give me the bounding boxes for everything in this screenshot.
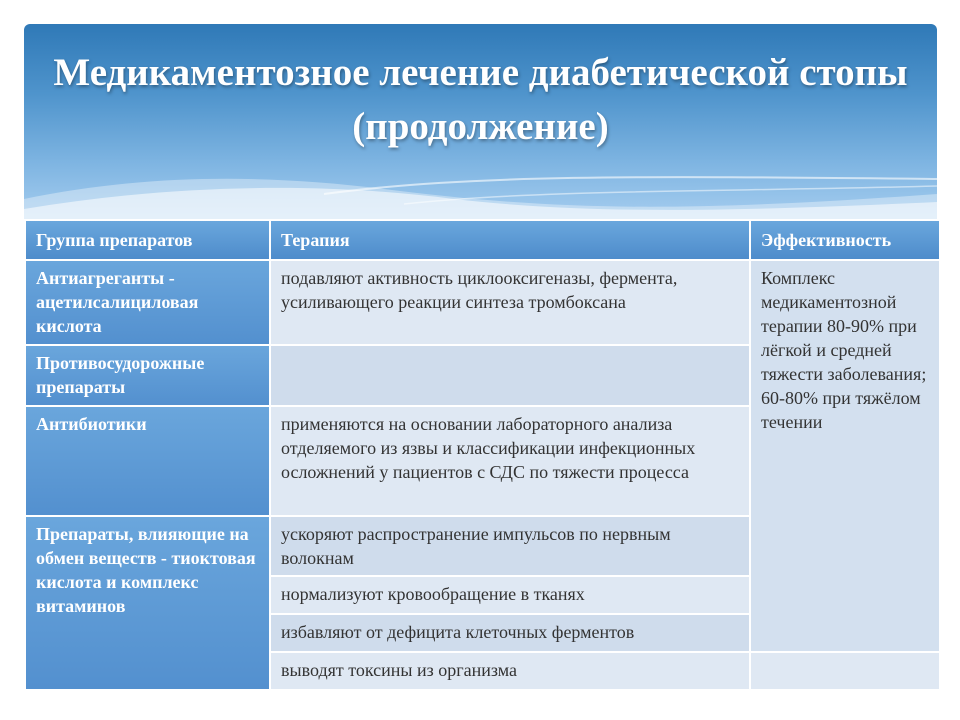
table-row bbox=[25, 260, 940, 345]
therapy-cell: ускоряют распространение импульсов по нервным волокнам bbox=[270, 516, 750, 576]
title-banner bbox=[24, 24, 937, 224]
header-therapy: Терапия bbox=[270, 220, 750, 260]
group-cell: Препараты, влияющие на обмен веществ - тиоктовая кислота и комплекс витаминов bbox=[25, 516, 270, 690]
header-effectiveness: Эффективность bbox=[750, 220, 940, 260]
therapy-cell: подавляют активность циклооксигеназы, фермента, усиливающего реакции синтеза тромбоксана bbox=[270, 260, 750, 345]
therapy-cell: избавляют от дефицита клеточных ферментов bbox=[270, 614, 750, 652]
therapy-cell: нормализуют кровообращение в тканях bbox=[270, 576, 750, 614]
drug-table bbox=[24, 219, 941, 691]
slide-title: Медикаментозное лечение диабетической стопы (продолжение) bbox=[53, 51, 908, 148]
group-cell: Антиагреганты - ацетилсалициловая кислота bbox=[25, 260, 270, 345]
effectiveness-cell: Комплекс медикаментозной терапии 80-90% при лёгкой и средней тяжести заболевания; 60-80% при тяжёлом течении bbox=[750, 260, 940, 652]
table-header-row bbox=[25, 220, 940, 260]
group-cell: Противосудорожные препараты bbox=[25, 345, 270, 406]
drug-table-container bbox=[24, 219, 939, 691]
therapy-cell bbox=[270, 345, 750, 406]
group-cell: Антибиотики bbox=[25, 406, 270, 516]
therapy-cell: применяются на основании лабораторного анализа отделяемого из язвы и классификации инфекционных осложнений у пациентов с СДС по тяжести процесса bbox=[270, 406, 750, 516]
therapy-cell: выводят токсины из организма bbox=[270, 652, 750, 690]
header-group: Группа препаратов bbox=[25, 220, 270, 260]
effectiveness-empty-cell bbox=[750, 652, 940, 690]
